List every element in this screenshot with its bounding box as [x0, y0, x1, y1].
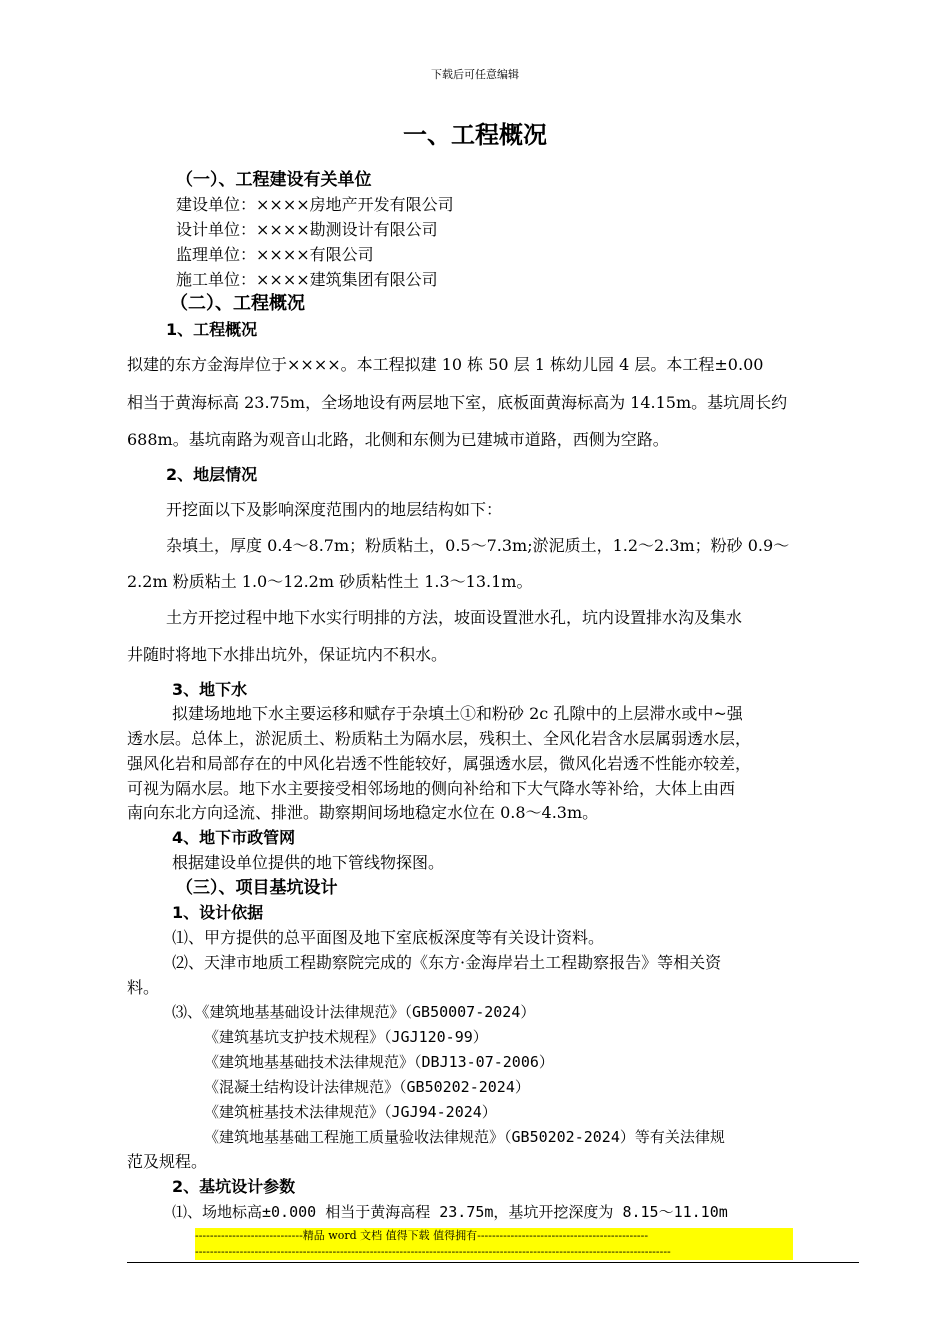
- reference-line: 料。: [127, 978, 160, 997]
- subsection-heading: 2、地层情况: [166, 465, 258, 484]
- section-heading: （三）、项目基坑设计: [176, 878, 338, 898]
- footer-banner: -----------------------------精品 word 文档 值得下载 值得拥有----------------------------------------------: [195, 1228, 793, 1244]
- paragraph-line: 开挖面以下及影响深度范围内的地层结构如下：: [166, 500, 503, 519]
- unit-line: 施工单位：××××建筑集团有限公司: [176, 270, 438, 289]
- paragraph-line: 强风化岩和局部存在的中风化岩透不性能较好，属强透水层，微风化岩透不性能亦较差，: [127, 754, 752, 773]
- section-heading: （一）、工程建设有关单位: [176, 170, 372, 190]
- paragraph-line: 拟建的东方金海岸位于××××。本工程拟建 10 栋 50 层 1 栋幼儿园 4 层。本工程±0.00: [127, 355, 764, 374]
- reference-line: 《建筑基坑支护技术规程》（JGJ120-99）: [204, 1028, 488, 1046]
- footer-banner-dashes: --------------------------------------------------------------------------------------------------------------------------------: [195, 1244, 793, 1260]
- paragraph-line: 杂填土，厚度 0.4～8.7m；粉质粘土，0.5～7.3m;淤泥质土，1.2～2.3m；粉砂 0.9～: [166, 536, 790, 555]
- reference-line: 《建筑地基基础技术法律规范》（DBJ13-07-2006）: [204, 1053, 554, 1071]
- unit-line: 设计单位：××××勘测设计有限公司: [176, 220, 438, 239]
- unit-line: 监理单位：××××有限公司: [176, 245, 374, 264]
- paragraph-line: 南向东北方向迳流、排泄。勘察期间场地稳定水位在 0.8～4.3m。: [127, 803, 599, 822]
- paragraph-line: 688m。基坑南路为观音山北路，北侧和东侧为已建城市道路，西侧为空路。: [127, 430, 669, 449]
- header-note: 下载后可任意编辑: [431, 68, 519, 81]
- page-title: 一、工程概况: [403, 121, 547, 149]
- subsection-heading: 4、地下市政管网: [172, 828, 296, 847]
- subsection-heading: 2、基坑设计参数: [172, 1177, 296, 1196]
- paragraph-line: 相当于黄海标高 23.75m，全场地设有两层地下室，底板面黄海标高为 14.15m。基坑周长约: [127, 393, 788, 412]
- subsection-heading: 3、地下水: [172, 680, 248, 699]
- reference-line: 《混凝土结构设计法律规范》（GB50202-2024）: [204, 1078, 530, 1096]
- paragraph-line: 拟建场地地下水主要运移和赋存于杂填土①和粉砂 2c 孔隙中的上层滞水或中~强: [172, 704, 743, 723]
- subsection-heading: 1、工程概况: [166, 320, 258, 339]
- reference-line: 《建筑桩基技术法律规范》（JGJ94-2024）: [204, 1103, 497, 1121]
- paragraph-line: 2.2m 粉质粘土 1.0～12.2m 砂质粘性土 1.3～13.1m。: [127, 572, 533, 591]
- reference-line: ⑴、甲方提供的总平面图及地下室底板深度等有关设计资料。: [172, 928, 605, 947]
- paragraph-line: 土方开挖过程中地下水实行明排的方法，坡面设置泄水孔，坑内设置排水沟及集水: [166, 608, 743, 627]
- paragraph-line: 井随时将地下水排出坑外，保证坑内不积水。: [127, 645, 448, 664]
- section-heading: （二）、工程概况: [170, 293, 305, 314]
- reference-line: 《建筑地基基础工程施工质量验收法律规范》（GB50202-2024）等有关法律规: [204, 1128, 725, 1146]
- subsection-heading: 1、设计依据: [172, 903, 264, 922]
- footer-divider: [127, 1262, 859, 1263]
- paragraph-line: 根据建设单位提供的地下管线物探图。: [172, 853, 445, 872]
- unit-line: 建设单位：××××房地产开发有限公司: [176, 195, 454, 214]
- paragraph-line: ⑴、场地标高±0.000 相当于黄海高程 23.75m，基坑开挖深度为 8.15～11.10m: [172, 1203, 728, 1221]
- reference-line: 范及规程。: [127, 1152, 208, 1171]
- paragraph-line: 透水层。总体上，淤泥质土、粉质粘土为隔水层，残积土、全风化岩含水层属弱透水层，: [127, 729, 752, 748]
- paragraph-line: 可视为隔水层。地下水主要接受相邻场地的侧向补给和下大气降水等补给，大体上由西: [127, 779, 736, 798]
- reference-line: ⑵、天津市地质工程勘察院完成的《东方·金海岸岩土工程勘察报告》等相关资: [172, 953, 722, 972]
- reference-line: ⑶、《建筑地基基础设计法律规范》（GB50007-2024）: [172, 1003, 536, 1021]
